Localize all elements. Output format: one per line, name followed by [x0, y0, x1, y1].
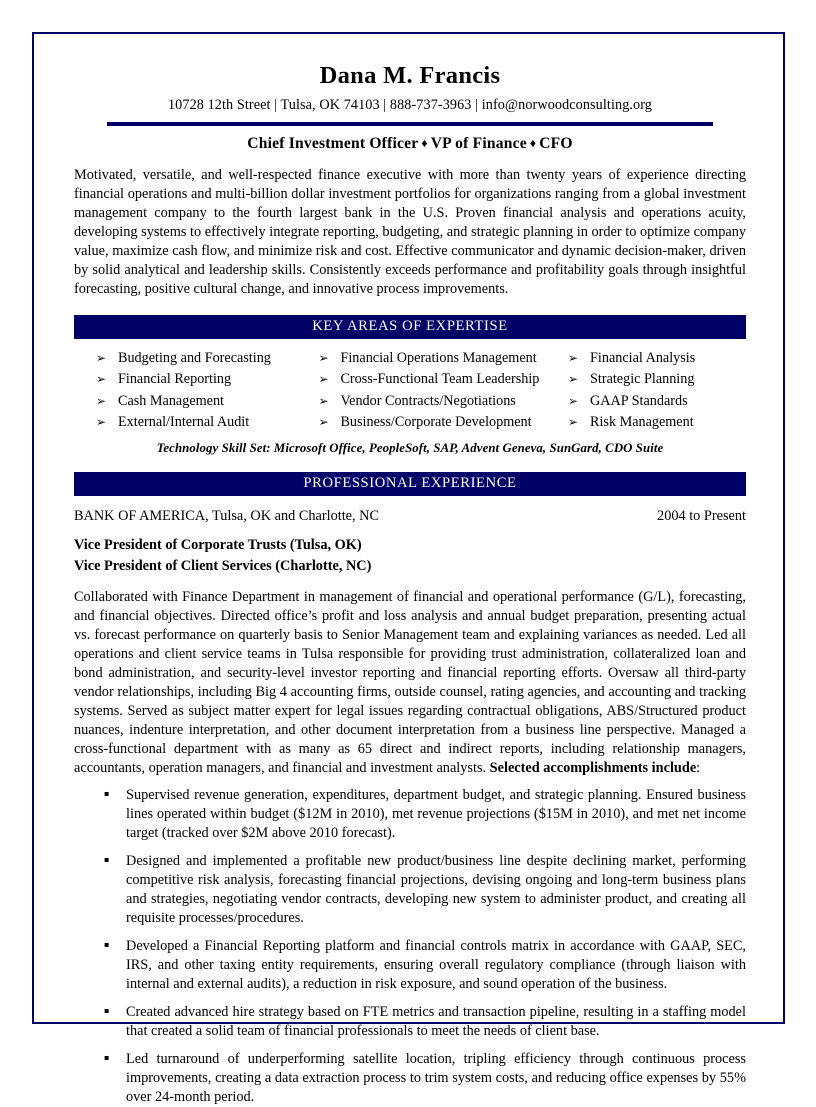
employment-dates: 2004 to Present [657, 508, 746, 525]
diamond-separator-icon: ♦ [421, 136, 428, 151]
expertise-grid [74, 348, 746, 433]
arrow-bullet-icon: ➢ [318, 351, 329, 366]
expertise-item [318, 348, 568, 369]
target-title-1: Chief Investment Officer [247, 135, 419, 153]
arrow-bullet-icon: ➢ [96, 372, 107, 387]
expertise-item-label: External/Internal Audit [118, 414, 250, 431]
expertise-item [568, 348, 746, 369]
arrow-bullet-icon: ➢ [318, 415, 329, 430]
professional-summary: Motivated, versatile, and well-respected finance executive with more than twenty years of experience directing financial operations and multi-billion dollar investment portfolios for organizations ranging from a global investment management company to the fourth largest bank in the U.S. Proven financial analysis and operations acuity, developing systems to effectively integrate reporting, budgeting, and strategic planning in order to optimize company value, maximize cash flow, and minimize risk and cost. Effective communicator and dynamic decision-maker, driven by solid analytical and leadership skills. Consistently exceeds performance and profitability goals through insightful forecasting, positive cultural change, and innovative process improvements. [74, 167, 746, 298]
list-item [104, 1050, 746, 1107]
accomplishment-text: Led turnaround of underperforming satellite location, tripling efficiency through continuous process improvements, creating a data extraction process to trim system costs, and reducing office expenses by 55% over 24-month period. [126, 1050, 746, 1105]
list-item [104, 1003, 746, 1041]
expertise-item [96, 412, 318, 433]
resume-content [74, 50, 746, 1107]
arrow-bullet-icon: ➢ [568, 415, 579, 430]
expertise-item-label: Cross-Functional Team Leadership [340, 371, 540, 388]
arrow-bullet-icon: ➢ [96, 351, 107, 366]
employer-name-location: BANK OF AMERICA, Tulsa, OK and Charlotte, NC [74, 508, 380, 525]
candidate-name: Dana M. Francis [319, 62, 501, 89]
lead-in-punctuation: : [696, 759, 701, 776]
list-item [104, 937, 746, 994]
arrow-bullet-icon: ➢ [318, 372, 329, 387]
job-description-text: Collaborated with Finance Department in management of financial and operational performance (G/L), forecasting, and financial objectives. Directed office’s profit and loss analysis and annual budget preparation, presenting actual vs. forecast performance on quarterly basis to Senior Management team and explaining variances as needed. Led all operations and client service teams in Tulsa responsible for providing trust administration, collateralized loan and bond administration, and security-level investor reporting and financial reporting efforts. Oversaw all third-party vendor relationships, including Big 4 accounting firms, outside counsel, rating agencies, and accounting and tracking systems. Served as subject matter expert for legal issues regarding contractual obligations, ABS/Structured product nuances, indenture interpretation, and other document interpretation from a business line perspective. Managed a cross-functional department with as many as 65 direct and indirect reports, including relationship managers, accountants, operation managers, and financial and investment analysts. [74, 588, 746, 776]
job-title-2: Vice President of Client Services (Charlotte, NC) [74, 557, 372, 574]
expertise-item-label: Business/Corporate Development [340, 414, 532, 431]
selected-accomplishments-lead-in: Selected accomplishments include [489, 759, 697, 776]
expertise-item-label: Strategic Planning [590, 371, 695, 388]
list-item [104, 786, 746, 843]
expertise-item-label: Financial Analysis [590, 350, 696, 367]
expertise-item-label: Budgeting and Forecasting [118, 350, 271, 367]
job-titles-block [74, 535, 746, 576]
expertise-item-label: Vendor Contracts/Negotiations [340, 392, 516, 409]
target-titles-line [74, 135, 746, 153]
expertise-item [318, 412, 568, 433]
accomplishment-text: Created advanced hire strategy based on FTE metrics and transaction pipeline, resulting in a staffing model that created a solid team of financial professionals to meet the needs of client base. [126, 1003, 746, 1039]
list-item [104, 852, 746, 928]
expertise-item-label: Financial Reporting [118, 371, 232, 388]
square-bullet-icon: ▪ [104, 788, 110, 798]
expertise-item [568, 412, 746, 433]
expertise-item-label: Cash Management [118, 392, 224, 409]
target-title-2: VP of Finance [430, 135, 527, 153]
section-header-experience: PROFESSIONAL EXPERIENCE [74, 472, 746, 496]
section-header-expertise: KEY AREAS OF EXPERTISE [74, 315, 746, 339]
expertise-item [96, 391, 318, 412]
job-title-1: Vice President of Corporate Trusts (Tulsa, OK) [74, 537, 362, 554]
arrow-bullet-icon: ➢ [96, 393, 107, 408]
expertise-item [568, 369, 746, 390]
arrow-bullet-icon: ➢ [96, 415, 107, 430]
expertise-column-2 [318, 348, 568, 433]
accomplishment-text: Supervised revenue generation, expenditures, department budget, and strategic planning. Ensured business lines operated within budget ($12M in 2010), met revenue projections ($15M in 2010), and met net income target (tracked over $2M above 2010 forecast). [126, 786, 746, 841]
expertise-item [318, 369, 568, 390]
accomplishment-text: Developed a Financial Reporting platform and financial controls matrix in accordance with GAAP, SEC, IRS, and other taxing entity requirements, ensuring overall regulatory compliance (through liaison with internal and external audits), a reduction in risk exposure, and sound operation of the business. [126, 937, 746, 992]
expertise-item [96, 369, 318, 390]
accomplishment-text: Designed and implemented a profitable new product/business line despite declining market, performing competitive risk analysis, forecasting financial projections, devising ongoing and long-term business plans and strategies, negotiating vendor contracts, developing new system to administer product, and creating all requisite processes/procedures. [126, 852, 746, 926]
square-bullet-icon: ▪ [104, 939, 110, 949]
expertise-item [318, 391, 568, 412]
square-bullet-icon: ▪ [104, 1052, 110, 1062]
expertise-column-3 [568, 348, 746, 433]
accomplishments-list [74, 786, 746, 1107]
employer-header [74, 508, 746, 525]
job-description-paragraph [74, 588, 746, 778]
arrow-bullet-icon: ➢ [568, 372, 579, 387]
expertise-item-label: Risk Management [590, 414, 694, 431]
square-bullet-icon: ▪ [104, 1005, 110, 1015]
target-title-3: CFO [539, 135, 573, 153]
technology-skill-set-line: Technology Skill Set: Microsoft Office, PeopleSoft, SAP, Advent Geneva, SunGard, CDO Suite [156, 441, 664, 456]
expertise-item [96, 348, 318, 369]
expertise-item [568, 391, 746, 412]
arrow-bullet-icon: ➢ [318, 393, 329, 408]
arrow-bullet-icon: ➢ [568, 351, 579, 366]
diamond-separator-icon: ♦ [529, 136, 537, 151]
arrow-bullet-icon: ➢ [568, 393, 579, 408]
expertise-item-label: Financial Operations Management [340, 350, 537, 367]
square-bullet-icon: ▪ [104, 854, 110, 864]
expertise-column-1 [96, 348, 318, 433]
header-divider-rule [107, 122, 713, 126]
contact-line: 10728 12th Street | Tulsa, OK 74103 | 888-737-3963 | info@norwoodconsulting.org [167, 97, 652, 114]
expertise-item-label: GAAP Standards [590, 392, 688, 409]
